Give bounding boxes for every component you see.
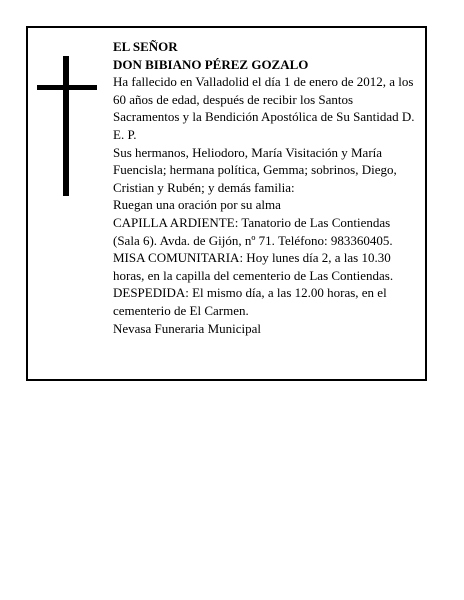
obituary-text [113,38,418,337]
family-list: Sus hermanos, Heliodoro, María Visitación y María Fuencisla; hermana política, Gemma; sobrinos, Diego, Cristian y Rubén; y demás familia: [113,144,397,195]
cross-horizontal-bar [37,85,97,90]
chapel-info: CAPILLA ARDIENTE: Tanatorio de Las Contiendas (Sala 6). Avda. de Gijón, nº 71. Teléfono: 983360405. [113,214,393,248]
prayer-request: Ruegan una oración por su alma [113,197,281,213]
funeral-home: Nevasa Funeraria Municipal [113,320,262,336]
farewell-info: DESPEDIDA: El mismo día, a las 12.00 horas, en el cementerio de El Carmen. [113,285,387,318]
cross-vertical-bar [63,56,69,196]
cross-icon [37,56,97,196]
death-announcement: Ha fallecido en Valladolid el día 1 de enero de 2012, a los 60 años de edad, después de recibir los Santos Sacramentos y la Bendición Apostólica de Su Santidad D. E. P. [113,74,415,142]
mass-info: MISA COMUNITARIA: Hoy lunes día 2, a las 10.30 horas, en la capilla del cementerio de Las Contiendas. [113,250,394,283]
notice-title-line1: EL SEÑOR [113,39,178,54]
notice-title-line2: DON BIBIANO PÉREZ GOZALO [113,56,309,72]
